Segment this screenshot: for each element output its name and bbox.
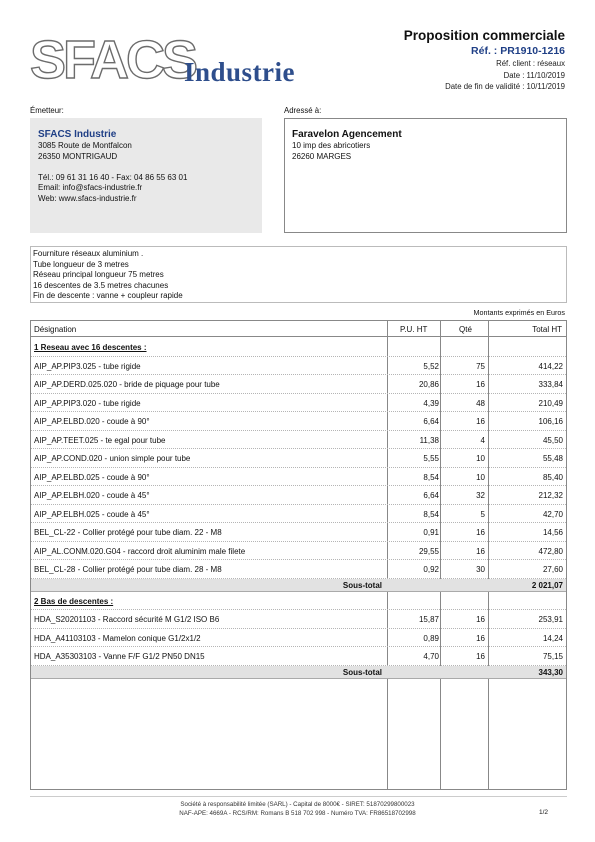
item-unit-price: 29,55 <box>418 546 439 556</box>
item-designation: HDA_A35303103 - Vanne F/F G1/2 PN50 DN15 <box>34 652 205 661</box>
header-unit-price: P.U. HT <box>400 325 428 334</box>
item-qty: 16 <box>476 652 485 661</box>
recipient-box <box>284 118 567 233</box>
item-unit-price: 5,52 <box>423 361 439 371</box>
footer-registration-line: NAF-APE: 4669A - RCS/RM: Romans B 518 702 998 - Numéro TVA: FR86518702998 <box>179 810 416 817</box>
item-unit-price: 4,39 <box>423 398 439 408</box>
recipient-address-line: 10 imp des abricotiers <box>292 141 371 150</box>
table-row <box>31 357 566 376</box>
header-qty: Qté <box>459 325 472 334</box>
section-title: 2 Bas de descentes : <box>34 596 114 606</box>
item-qty: 16 <box>476 546 485 556</box>
emitter-city-line: 26350 MONTRIGAUD <box>38 151 118 161</box>
item-unit-price: 8,54 <box>423 509 439 519</box>
item-total: 333,84 <box>538 380 563 389</box>
item-qty: 30 <box>476 565 485 574</box>
table-header <box>31 321 566 337</box>
section-row <box>31 592 566 611</box>
table-row <box>31 610 566 629</box>
logo-word: Industrie <box>184 57 296 87</box>
recipient-name: Faravelon Agencement <box>292 129 402 140</box>
item-total: 85,40 <box>542 472 563 482</box>
description-line: 16 descentes de 3.5 metres chacunes <box>33 280 169 290</box>
item-qty: 75 <box>476 361 485 371</box>
document-reference: Réf. : PR1910-1216 <box>471 45 565 57</box>
table-row <box>31 542 566 561</box>
items-table <box>30 320 567 790</box>
subtotal-value: 2 021,07 <box>531 580 563 590</box>
table-row <box>31 647 566 666</box>
subtotal-label: Sous-total <box>342 667 382 677</box>
item-designation: AIP_AP.ELBD.025 - coude à 90° <box>34 472 150 482</box>
item-qty: 32 <box>476 491 485 500</box>
subtotal-row <box>31 579 566 592</box>
item-total: 253,91 <box>538 615 563 624</box>
item-qty: 16 <box>476 615 485 624</box>
item-designation: AIP_AP.DERD.025.020 - bride de piquage pour tube <box>34 380 220 389</box>
table-row <box>31 560 566 579</box>
subtotal-value: 343,30 <box>538 667 563 677</box>
item-designation: HDA_S20201103 - Raccord sécurité M G1/2 ISO B6 <box>34 615 220 624</box>
item-designation: AIP_AP.COND.020 - union simple pour tube <box>34 454 191 463</box>
item-designation: AIP_AL.CONM.020.G04 - raccord droit aluminim male filete <box>34 546 246 556</box>
emitter-web: Web: www.sfacs-industrie.fr <box>38 193 137 203</box>
item-unit-price: 5,55 <box>423 454 439 463</box>
item-unit-price: 0,92 <box>423 565 439 574</box>
subtotal-label: Sous-total <box>342 580 382 590</box>
item-total: 414,22 <box>538 361 563 371</box>
item-designation: AIP_AP.ELBH.020 - coude à 45° <box>34 491 150 500</box>
table-row <box>31 449 566 468</box>
item-unit-price: 8,54 <box>423 472 439 482</box>
item-qty: 16 <box>476 633 485 643</box>
item-qty: 4 <box>480 435 485 445</box>
item-total: 55,48 <box>542 454 563 463</box>
item-qty: 10 <box>476 472 485 482</box>
table-row <box>31 412 566 431</box>
table-row <box>31 505 566 524</box>
description-box <box>30 246 567 303</box>
item-qty: 10 <box>476 454 485 463</box>
footer-legal-line: Société à responsabilité limitée (SARL) - Capital de 8000€ - SIRET: 51870299800023 <box>180 801 415 808</box>
description-line: Tube longueur de 3 metres <box>33 259 129 269</box>
item-designation: AIP_AP.ELBD.020 - coude à 90° <box>34 417 150 426</box>
item-unit-price: 0,91 <box>423 528 439 537</box>
item-designation: AIP_AP.PIP3.025 - tube rigide <box>34 361 141 371</box>
subtotal-row <box>31 666 566 679</box>
document-header <box>404 28 565 93</box>
table-row <box>31 486 566 505</box>
item-unit-price: 20,86 <box>418 380 439 389</box>
footer-divider <box>30 796 567 797</box>
recipient-city-line: 26260 MARGES <box>292 151 352 161</box>
item-total: 27,60 <box>542 565 563 574</box>
header-total: Total HT <box>532 325 562 334</box>
item-unit-price: 15,87 <box>418 615 439 624</box>
item-designation: BEL_CL-28 - Collier protégé pour tube diam. 28 - M8 <box>34 565 222 574</box>
validity-date: Date de fin de validité : 10/11/2019 <box>445 82 565 91</box>
emitter-address-line: 3085 Route de Montfalcon <box>38 141 132 150</box>
emitter-phone: Tél.: 09 61 31 16 40 - Fax: 04 86 55 63 01 <box>38 172 188 182</box>
client-reference: Réf. client : réseaux <box>496 59 565 68</box>
item-total: 14,56 <box>542 528 563 537</box>
item-designation: AIP_AP.PIP3.020 - tube rigide <box>34 398 141 408</box>
page-number: 1/2 <box>538 809 548 816</box>
section-title: 1 Reseau avec 16 descentes : <box>34 343 147 352</box>
item-qty: 16 <box>476 417 485 426</box>
emitter-email: Email: info@sfacs-industrie.fr <box>38 183 143 192</box>
section-row <box>31 338 566 357</box>
footer <box>0 800 595 818</box>
table-row <box>31 629 566 648</box>
table-row <box>31 394 566 413</box>
item-total: 106,16 <box>538 417 563 426</box>
item-total: 42,70 <box>542 509 563 519</box>
logo-mark: SFACS <box>30 30 196 90</box>
item-unit-price: 6,64 <box>423 417 439 426</box>
table-row <box>31 468 566 487</box>
description-line: Fourniture réseaux aluminium . <box>33 249 144 258</box>
document-date: Date : 11/10/2019 <box>503 70 565 80</box>
company-logo <box>30 32 315 88</box>
item-qty: 16 <box>476 528 485 537</box>
item-total: 14,24 <box>542 633 563 643</box>
item-designation: HDA_A41103103 - Mamelon conique G1/2x1/2 <box>34 633 201 643</box>
table-row <box>31 431 566 450</box>
emitter-label: Émetteur: <box>30 106 64 115</box>
item-total: 472,80 <box>538 546 563 556</box>
item-unit-price: 4,70 <box>423 652 439 661</box>
table-row <box>31 375 566 394</box>
description-line: Fin de descente : vanne + coupleur rapide <box>33 291 183 301</box>
table-row <box>31 523 566 542</box>
item-qty: 48 <box>476 398 485 408</box>
item-designation: AIP_AP.ELBH.025 - coude à 45° <box>34 509 150 519</box>
description-line: Réseau principal longueur 75 metres <box>33 270 164 280</box>
item-qty: 16 <box>476 380 485 389</box>
document-title: Proposition commerciale <box>403 28 565 43</box>
item-total: 45,50 <box>542 435 563 445</box>
item-designation: BEL_CL-22 - Collier protégé pour tube diam. 22 - M8 <box>34 528 222 537</box>
currency-note: Montants exprimés en Euros <box>473 308 565 317</box>
header-designation: Désignation <box>34 325 77 334</box>
item-designation: AIP_AP.TEET.025 - te egal pour tube <box>34 435 166 445</box>
emitter-box <box>30 118 262 233</box>
item-unit-price: 0,89 <box>423 633 439 643</box>
item-qty: 5 <box>480 509 485 519</box>
item-total: 75,15 <box>542 652 563 661</box>
item-total: 212,32 <box>538 491 563 500</box>
item-total: 210,49 <box>538 398 563 408</box>
item-unit-price: 6,64 <box>423 491 439 500</box>
recipient-label: Adressé à: <box>284 106 322 115</box>
item-unit-price: 11,38 <box>419 435 439 445</box>
emitter-name: SFACS Industrie <box>38 129 117 140</box>
